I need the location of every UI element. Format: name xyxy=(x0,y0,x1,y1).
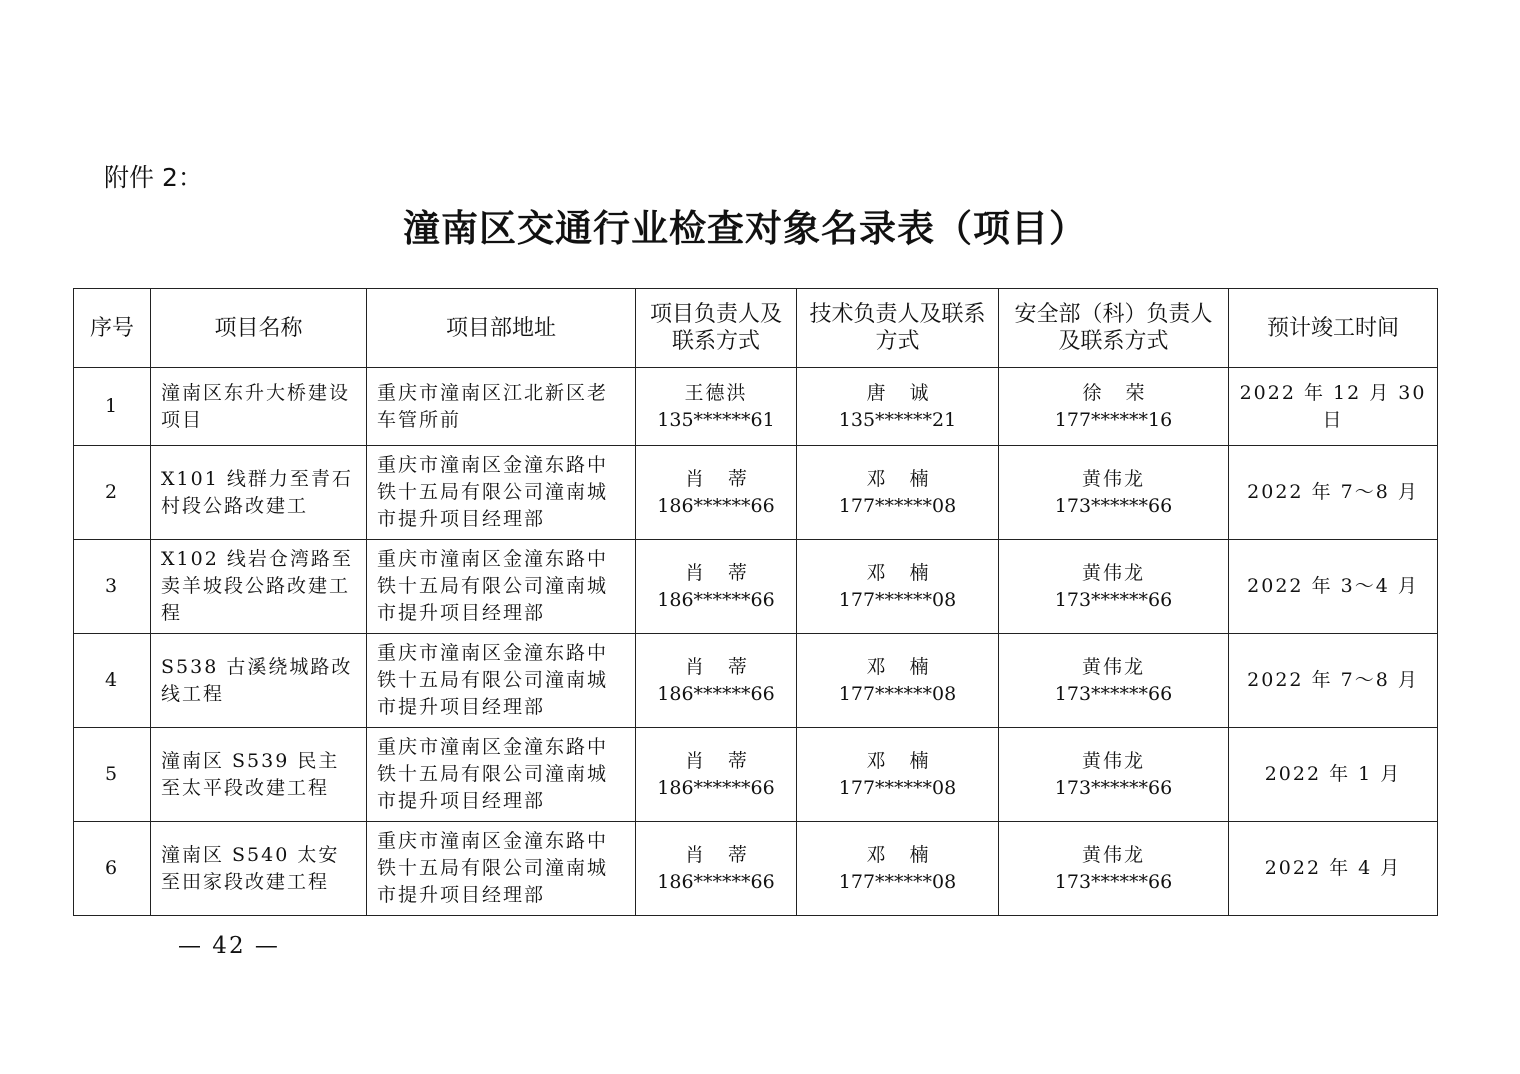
person-phone: 173******66 xyxy=(1054,588,1173,611)
tech-lead-cell xyxy=(797,446,999,540)
completion-date: 2022 年 4 月 xyxy=(1229,822,1438,916)
person-phone: 173******66 xyxy=(1054,494,1173,517)
header-tech-lead: 技术负责人及联系方式 xyxy=(797,289,999,368)
header-project-name: 项目名称 xyxy=(151,289,367,368)
project-address: 重庆市潼南区金潼东路中铁十五局有限公司潼南城市提升项目经理部 xyxy=(367,634,636,728)
person-phone: 177******08 xyxy=(838,776,957,799)
person-name: 邓楠 xyxy=(866,655,953,678)
safety-lead-cell xyxy=(999,822,1229,916)
person-name: 黄伟龙 xyxy=(1081,749,1145,772)
header-project-lead: 项目负责人及联系方式 xyxy=(636,289,797,368)
table-row xyxy=(74,634,1438,728)
project-name: X102 线岩仓湾路至卖羊坡段公路改建工程 xyxy=(151,540,367,634)
header-index: 序号 xyxy=(74,289,151,368)
project-address: 重庆市潼南区金潼东路中铁十五局有限公司潼南城市提升项目经理部 xyxy=(367,822,636,916)
person-name: 邓楠 xyxy=(866,467,953,490)
project-lead-cell xyxy=(636,728,797,822)
person-name: 肖蒂 xyxy=(684,655,771,678)
row-index: 2 xyxy=(74,446,151,540)
project-lead-cell xyxy=(636,446,797,540)
person-phone: 177******08 xyxy=(838,682,957,705)
completion-date: 2022 年 3～4 月 xyxy=(1229,540,1438,634)
safety-lead-cell xyxy=(999,634,1229,728)
person-phone: 173******66 xyxy=(1054,776,1173,799)
project-lead-cell xyxy=(636,822,797,916)
safety-lead-cell xyxy=(999,540,1229,634)
header-completion: 预计竣工时间 xyxy=(1229,289,1438,368)
project-address: 重庆市潼南区江北新区老车管所前 xyxy=(367,368,636,446)
inspection-table xyxy=(73,288,1438,916)
person-phone: 186******66 xyxy=(657,870,775,893)
project-name: 潼南区 S540 太安至田家段改建工程 xyxy=(151,822,367,916)
row-index: 1 xyxy=(74,368,151,446)
completion-date: 2022 年 12 月 30 日 xyxy=(1229,368,1438,446)
person-phone: 177******08 xyxy=(838,494,957,517)
person-name: 徐荣 xyxy=(1082,381,1169,404)
table-row xyxy=(74,728,1438,822)
person-phone: 173******66 xyxy=(1054,870,1173,893)
person-name: 肖蒂 xyxy=(684,561,771,584)
attachment-label: 附件 2： xyxy=(104,163,203,192)
person-name: 肖蒂 xyxy=(684,749,771,772)
row-index: 3 xyxy=(74,540,151,634)
person-phone: 177******16 xyxy=(1054,408,1173,431)
project-name: S538 古溪绕城路改线工程 xyxy=(151,634,367,728)
project-lead-cell xyxy=(636,540,797,634)
person-name: 黄伟龙 xyxy=(1081,655,1145,678)
row-index: 4 xyxy=(74,634,151,728)
person-name: 黄伟龙 xyxy=(1081,843,1145,866)
person-phone: 186******66 xyxy=(657,494,775,517)
tech-lead-cell xyxy=(797,822,999,916)
person-name: 唐诚 xyxy=(866,381,953,404)
tech-lead-cell xyxy=(797,634,999,728)
row-index: 6 xyxy=(74,822,151,916)
document-title: 潼南区交通行业检查对象名录表（项目） xyxy=(403,206,1087,250)
project-name: 潼南区东升大桥建设项目 xyxy=(151,368,367,446)
safety-lead-cell xyxy=(999,368,1229,446)
table-body xyxy=(74,368,1438,916)
table-row xyxy=(74,540,1438,634)
person-phone: 177******08 xyxy=(838,870,957,893)
page-number: — 42 — xyxy=(178,933,280,959)
person-name: 肖蒂 xyxy=(684,467,771,490)
person-name: 王德洪 xyxy=(684,381,748,404)
tech-lead-cell xyxy=(797,368,999,446)
header-address: 项目部地址 xyxy=(367,289,636,368)
project-name: X101 线群力至青石村段公路改建工 xyxy=(151,446,367,540)
person-name: 邓楠 xyxy=(866,561,953,584)
person-phone: 186******66 xyxy=(657,682,775,705)
project-address: 重庆市潼南区金潼东路中铁十五局有限公司潼南城市提升项目经理部 xyxy=(367,446,636,540)
person-phone: 173******66 xyxy=(1054,682,1173,705)
project-name: 潼南区 S539 民主至太平段改建工程 xyxy=(151,728,367,822)
person-name: 邓楠 xyxy=(866,749,953,772)
person-phone: 177******08 xyxy=(838,588,957,611)
person-name: 邓楠 xyxy=(866,843,953,866)
safety-lead-cell xyxy=(999,446,1229,540)
table-header xyxy=(74,289,1438,368)
tech-lead-cell xyxy=(797,728,999,822)
project-address: 重庆市潼南区金潼东路中铁十五局有限公司潼南城市提升项目经理部 xyxy=(367,540,636,634)
person-name: 黄伟龙 xyxy=(1081,467,1145,490)
person-name: 肖蒂 xyxy=(684,843,771,866)
person-phone: 186******66 xyxy=(657,776,775,799)
project-lead-cell xyxy=(636,634,797,728)
person-phone: 135******61 xyxy=(657,408,775,431)
completion-date: 2022 年 7～8 月 xyxy=(1229,446,1438,540)
person-phone: 186******66 xyxy=(657,588,775,611)
project-address: 重庆市潼南区金潼东路中铁十五局有限公司潼南城市提升项目经理部 xyxy=(367,728,636,822)
table-row xyxy=(74,446,1438,540)
header-row xyxy=(74,289,1438,368)
person-name: 黄伟龙 xyxy=(1081,561,1145,584)
completion-date: 2022 年 7～8 月 xyxy=(1229,634,1438,728)
completion-date: 2022 年 1 月 xyxy=(1229,728,1438,822)
project-lead-cell xyxy=(636,368,797,446)
person-phone: 135******21 xyxy=(838,408,957,431)
table-row xyxy=(74,368,1438,446)
tech-lead-cell xyxy=(797,540,999,634)
table-row xyxy=(74,822,1438,916)
header-safety-lead: 安全部（科）负责人及联系方式 xyxy=(999,289,1229,368)
row-index: 5 xyxy=(74,728,151,822)
safety-lead-cell xyxy=(999,728,1229,822)
